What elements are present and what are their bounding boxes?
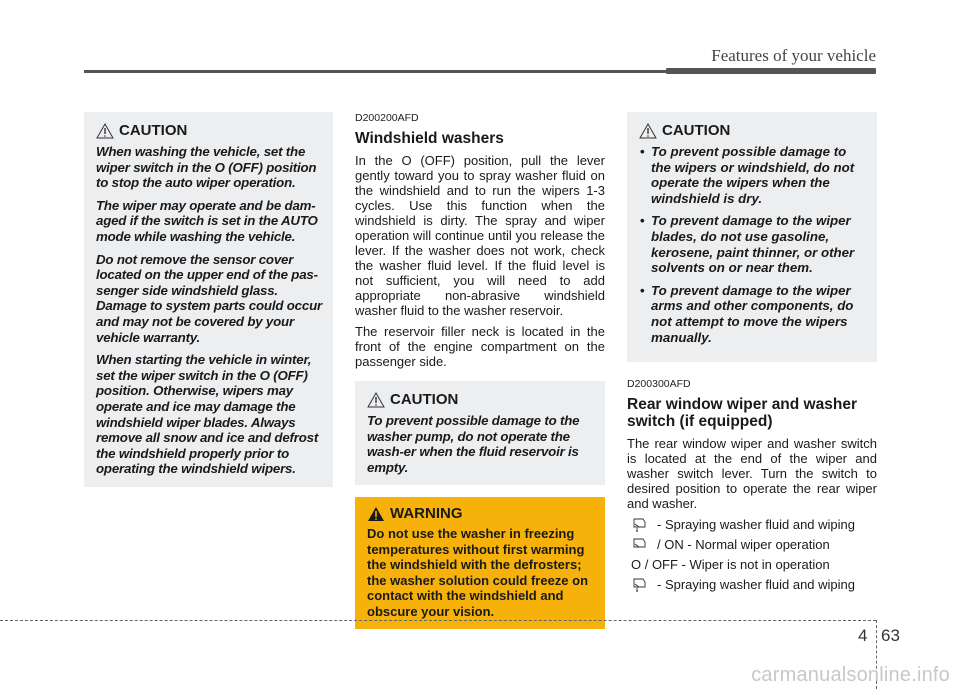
caution-title: CAUTION xyxy=(390,391,459,408)
switch-position-row xyxy=(627,557,877,572)
caution-title: CAUTION xyxy=(662,122,731,139)
body-paragraph: The reservoir filler neck is located in the front of the engine compartment on the passenger side. xyxy=(355,324,605,369)
caution-triangle-icon xyxy=(639,123,657,139)
switch-position-row xyxy=(627,577,877,592)
caution-box-wipers xyxy=(627,112,877,362)
section-code: D200200AFD xyxy=(355,112,419,124)
column-middle xyxy=(355,112,605,629)
header-title: Features of your vehicle xyxy=(711,46,876,65)
switch-position-row xyxy=(627,537,877,552)
rear-wiper-icon xyxy=(631,538,651,552)
warning-triangle-icon xyxy=(367,506,385,522)
caution-bullet: • To prevent damage to the wiper arms and other components, do not attempt to move the wipers manually. xyxy=(639,283,868,345)
caution-paragraph: When washing the vehicle, set the wiper switch in the O (OFF) position to stop the auto wiper operation. xyxy=(96,144,317,191)
warning-title: WARNING xyxy=(390,505,463,523)
body-paragraph: In the O (OFF) position, pull the lever gently toward you to spray washer fluid on the windshield and to run the wipers 1-3 cycles. Use this function when the windshield is dirty. The spray and wiper operation will continue until you release the lever. If the washer does not work, check the washer fluid level. If the fluid level is not sufficient, you will need to add appropriate non-abrasive windshield washer fluid to the washer reservoir. xyxy=(355,153,605,318)
switch-position-text: O / OFF - Wiper is not in operation xyxy=(631,557,830,573)
caution-triangle-icon xyxy=(367,392,385,408)
section-heading-rear-wiper: Rear window wiper and washer switch (if equipped) xyxy=(627,396,857,431)
column-right xyxy=(627,112,877,597)
caution-paragraph: The wiper may operate and be dam-aged if the switch is set in the AUTO mode while washing the vehicle. xyxy=(96,197,318,244)
caution-paragraph: To prevent possible damage to the washer pump, do not operate the wash-er when the fluid reservoir is empty. xyxy=(367,413,580,475)
switch-position-row xyxy=(627,517,877,532)
caution-paragraph: When starting the vehicle in winter, set the wiper switch in the O (OFF) position. Otherwise, wipers may operate and ice may damage the windshield wiper blades. Always remove all snow and ice and defrost the windshield properly prior to operating the windshield wipers. xyxy=(96,352,319,477)
warning-text: Do not use the washer in freezing temperatures without first warming the windshield with the defrosters; the washer solution could freeze on contact with the windshield and obscure your vision. xyxy=(367,526,589,619)
footer-rule xyxy=(0,620,876,621)
column-left xyxy=(84,112,333,487)
rear-washer-spray-icon xyxy=(631,578,651,592)
switch-position-text: / ON - Normal wiper operation xyxy=(657,537,830,553)
section-heading-windshield-washers: Windshield washers xyxy=(355,130,504,147)
warning-box-freezing xyxy=(355,497,605,629)
body-paragraph: The rear window wiper and washer switch is located at the end of the wiper and washer switch lever. Turn the switch to desired position to operate the rear wiper and washer. xyxy=(627,436,877,512)
switch-position-text: - Spraying washer fluid and wiping xyxy=(657,517,855,533)
rear-washer-spray-icon xyxy=(631,518,651,532)
caution-paragraph: Do not remove the sensor cover located on the upper end of the pas-senger side windshield glass. Damage to system parts could occur and may not be covered by your vehicle warranty. xyxy=(96,251,322,345)
chapter-number: 4 xyxy=(858,626,868,645)
caution-triangle-icon xyxy=(96,123,114,139)
watermark: carmanualsonline.info xyxy=(751,664,950,686)
caution-box-wiper-switch xyxy=(84,112,333,487)
caution-title: CAUTION xyxy=(119,122,188,139)
section-code: D200300AFD xyxy=(627,378,691,391)
caution-bullet: • To prevent damage to the wiper blades, do not use gasoline, kerosene, paint thinner, or other solvents on or near them. xyxy=(639,213,868,275)
header-rule-accent xyxy=(666,68,876,74)
page-number: 63 xyxy=(881,626,900,645)
caution-bullet: • To prevent possible damage to the wipers or windshield, do not operate the wipers when the windshield is dry. xyxy=(639,144,868,206)
caution-box-washer-pump xyxy=(355,381,605,485)
switch-position-text: - Spraying washer fluid and wiping xyxy=(657,577,855,593)
